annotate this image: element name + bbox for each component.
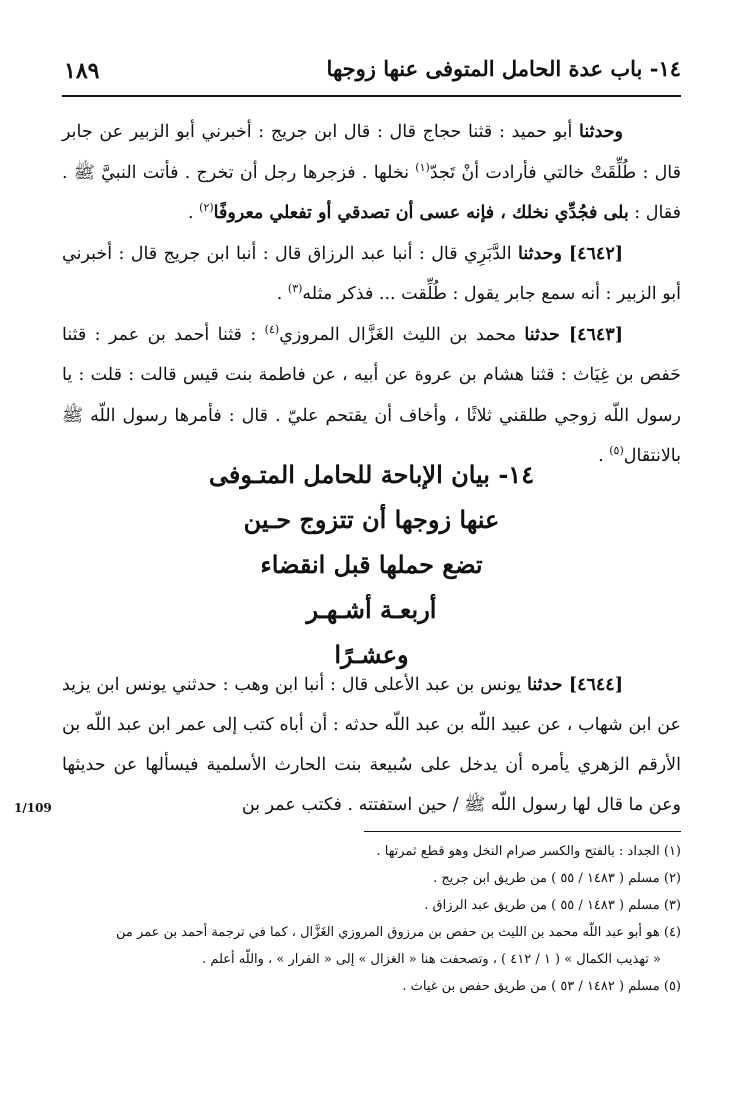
hadith-text: يونس بن عبد الأعلى قال : أنبا ابن وهب : حدثني يونس ابن يزيد عن ابن شهاب ، عن عبيد اللّه بن عبد اللّه حدثه : أن أباه كتب إلى عمر ابن عبد اللّه بن الأرقم الزهري يأمره أن يدخل على سُبيعة بنت الحارث الأسلمية فيسألها عن حديثها وعن ما قال لها رسول اللّه ﷺ / حين استفتته . فكتب عمر بن bbox=[62, 675, 681, 815]
hadith-paragraph bbox=[62, 234, 681, 315]
page-number: ١٨٩ bbox=[64, 58, 100, 84]
hadith-text: نخلها . فزجرها رجل أن تخرج . فأتت النبيَّ ﷺ . فقال : bbox=[62, 162, 681, 223]
footnote-continuation: « تهذيب الكمال » ( ١ / ٤١٢ ) ، وتصحفت هنا « الغزال » إلى « الفرار » ، واللّه أعلم . bbox=[202, 952, 661, 967]
hadith-text: الدَّبَرِي قال : أنبا عبد الرزاق قال : أنبا ابن جريج قال : أخبرني أبو الزبير : أنه سمع جابر يقول : طُلِّقت ... فذكر مثله bbox=[62, 243, 681, 304]
hadith-text: : قثنا أحمد بن عمر : قثنا حَفص بن غِيَاث : قثنا هشام بن عروة عن أبيه ، عن فاطمة بنت قيس قالت : قلت : يا رسول اللّه زوجي طلقني ثلاثًا ، وأخاف أن يقتحم عليّ . قال : فأمرها رسول اللّه ﷺ بالانتقال bbox=[62, 324, 681, 466]
section-heading bbox=[62, 452, 681, 677]
hadith-paragraph bbox=[62, 112, 681, 234]
chapter-title: ١٤- باب عدة الحامل المتوفى عنها زوجها bbox=[326, 56, 681, 81]
main-text bbox=[62, 112, 681, 477]
hadith-end: . bbox=[276, 284, 288, 304]
section-heading-line: تضع حملها قبل انقضاء bbox=[260, 550, 483, 579]
footnote-ref: (١) bbox=[415, 160, 430, 174]
section-heading-line: ١٤- بيان الإباحة للحامل المتـوفى bbox=[208, 460, 535, 489]
footnote-ref: (٥) bbox=[609, 444, 624, 458]
header-divider bbox=[62, 95, 681, 97]
footnote-divider bbox=[364, 831, 681, 832]
footnote: (١) الجداد : بالفتح والكسر صرام النخل وهو قطع ثمرتها . bbox=[376, 844, 681, 859]
hadith-number: [٤٦٤٤] bbox=[568, 675, 623, 695]
section-heading-line: وعشـرًا bbox=[334, 640, 409, 669]
footnote: (٥) مسلم ( ١٤٨٢ / ٥٣ ) من طريق حفص بن غياث . bbox=[402, 979, 681, 994]
manuscript-folio-note: 1/109 bbox=[14, 801, 52, 815]
main-text-continued bbox=[62, 665, 681, 825]
hadith-lead: وحدثنا bbox=[517, 243, 569, 264]
hadith-lead: حدثنا bbox=[526, 675, 569, 695]
hadith-end: . bbox=[598, 446, 610, 466]
section-heading-line: أربعـة أشـهـر bbox=[306, 595, 437, 624]
hadith-end: . bbox=[188, 203, 200, 223]
footnote: (٣) مسلم ( ١٤٨٣ / ٥٥ ) من طريق عبد الرزاق . bbox=[424, 898, 681, 913]
hadith-text: محمد بن الليث الغَزَّال المروزي bbox=[279, 324, 525, 345]
footnote-ref: (٣) bbox=[287, 282, 303, 296]
section-heading-line: عنها زوجها أن تتزوج حـين bbox=[243, 505, 500, 534]
hadith-number: [٤٦٤٣] bbox=[568, 324, 623, 345]
hadith-paragraph bbox=[62, 665, 681, 825]
hadith-number: [٤٦٤٢] bbox=[568, 243, 624, 264]
page-header bbox=[62, 52, 681, 92]
hadith-lead: حدثنا bbox=[524, 324, 569, 345]
footnote-ref: (٢) bbox=[199, 201, 214, 215]
hadith-quote: بلى فجُدِّي نخلك ، فإنه عسى أن تصدقي أو تفعلي معروفًا bbox=[213, 203, 629, 223]
hadith-lead: وحدثنا bbox=[579, 122, 623, 142]
footnote: (٢) مسلم ( ١٤٨٣ / ٥٥ ) من طريق ابن جريج . bbox=[433, 871, 681, 886]
footnote-ref: (٤) bbox=[264, 322, 280, 336]
hadith-text: أبو حميد : قثنا حجاج قال : قال ابن جريج : أخبرني أبو الزبير عن جابر قال : طُلِّقَتْ خالتي فأرادت أنْ تَجدّ bbox=[62, 122, 681, 183]
footnotes bbox=[62, 838, 681, 1000]
footnote: (٤) هو أبو عبد اللّه محمد بن الليث بن حفص بن مرزوق المروزي الغَزَّال ، كما في ترجمة أحمد بن عمر من bbox=[116, 925, 681, 940]
